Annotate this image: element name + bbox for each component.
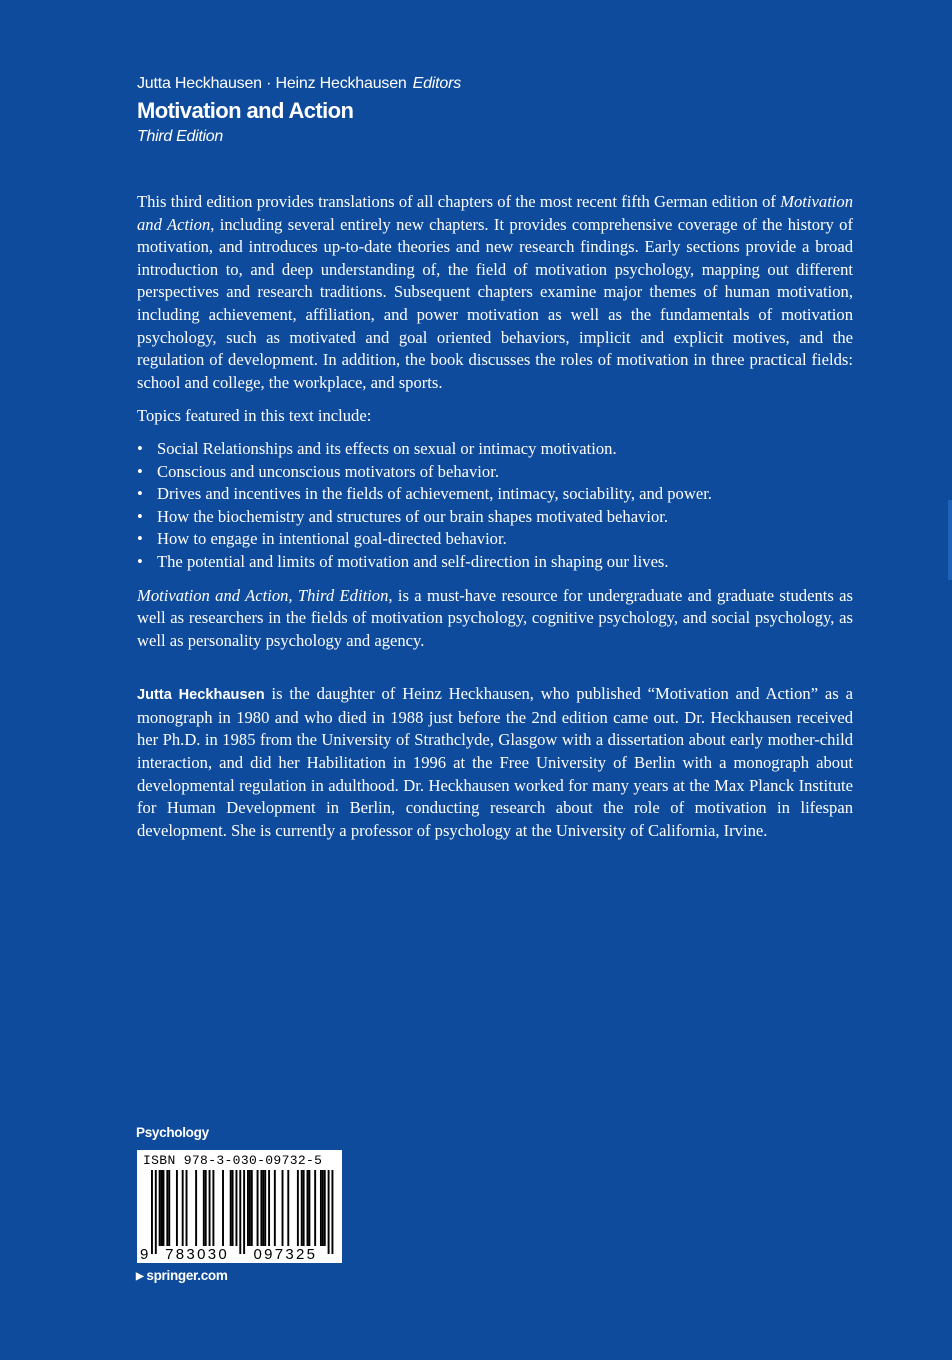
topics-list [137,438,853,574]
topic-text: Conscious and unconscious motivators of behavior. [157,461,499,481]
barcode-guard-bar [151,1170,153,1254]
barcode-bar [249,1170,251,1246]
barcode-bar [320,1170,322,1246]
barcode-bar [308,1170,310,1246]
barcode-bar [324,1170,326,1246]
barcode-bar [301,1170,303,1246]
topic-text: Drives and incentives in the fields of achievement, intimacy, sociability, and power. [157,484,712,504]
closing-book-title: Motivation and Action, Third Edition [137,585,389,605]
barcode-bar [209,1170,211,1246]
topic-item [137,528,853,551]
intro-start: This third edition provides translations of all chapters of the most recent fifth German edition of [137,192,776,211]
topics-intro: Topics featured in this text include: [137,406,372,426]
publisher-site-label: springer.com [146,1268,228,1283]
barcode-bar [230,1170,232,1246]
barcode-bar [161,1170,163,1246]
barcode-bar [251,1170,253,1246]
editors-role: Editors [412,75,462,92]
bullet-icon: • [137,529,143,549]
closing-rest: , is a must-have resource for undergraduate and graduate students as well as researchers in the fields of motivation psychology, cognitive psychology, and social psychology, as well as personality psychology and agency. [137,585,853,650]
barcode-bar [264,1170,266,1246]
topic-text: Social Relationships and its effects on sexual or intimacy motivation. [157,438,617,458]
intro-book-title: Motivation and Action [137,192,854,234]
barcode-bar [168,1170,170,1246]
topic-item [137,438,853,461]
barcode-bar [247,1170,249,1246]
barcode-guard-bar [239,1170,241,1254]
topic-text: How the biochemistry and structures of our brain shapes motivated behavior. [157,506,669,526]
barcode-bar [260,1170,262,1246]
isbn-label: ISBN 978-3-030-09732-5 [143,1153,323,1168]
book-title: Motivation and Action [137,98,354,123]
arrow-right-icon: ▶ [136,1271,144,1282]
bio-author-name: Jutta Heckhausen [137,687,265,704]
editors-names: Jutta Heckhausen · Heinz Heckhausen [137,75,407,92]
barcode-guard-bar [331,1170,333,1254]
barcode-bar [182,1170,184,1246]
barcode-digits: 783030 [165,1246,230,1263]
author-bio [137,683,853,842]
topic-item [137,506,853,529]
bullet-icon: • [137,551,143,571]
barcode-guard-bar [328,1170,330,1254]
publisher-site[interactable] [136,1268,228,1283]
barcode-bar [195,1170,197,1246]
barcode-bar [314,1170,316,1246]
barcode-digits: 097325 [253,1246,318,1263]
barcode-bar [203,1170,205,1246]
barcode-bar [297,1170,299,1246]
bullet-icon: • [137,506,143,526]
closing-paragraph [137,585,853,653]
intro-rest: , including several entirely new chapters. It provides comprehensive coverage of the history of motivation, and introduces up-to-date theories and new research findings. Early sections provide a broad introduction to, and deep understanding of, the field of motivation psychology, mapping out different perspectives and research traditions. Subsequent chapters examine major themes of human motivation, including achievement, affiliation, and power motivation as well as the fundamentals of motivation psychology, such as motivated and goal oriented behaviors, implicit and explicit motives, and the regulation of development. In addition, the book discusses the roles of motivation in three practical fields: school and college, the workplace, and sports. [137,214,853,392]
barcode-guard-bar [155,1170,157,1254]
barcode-bar [287,1170,289,1246]
book-edition: Third Edition [137,128,223,145]
barcode-bar [232,1170,234,1246]
bullet-icon: • [137,484,143,504]
barcode-bar [257,1170,259,1246]
barcode-bar [222,1170,224,1246]
topic-text: The potential and limits of motivation and self-direction in shaping our lives. [157,551,669,571]
bullet-icon: • [137,438,143,458]
barcode-bar [268,1170,270,1246]
barcode-bar [212,1170,214,1246]
barcode-bar [163,1170,165,1246]
barcode-bar [186,1170,188,1246]
subject-category: Psychology [136,1125,209,1140]
cover-header [137,72,837,148]
barcode-bar [274,1170,276,1246]
topic-item [137,483,853,506]
barcode-bar [166,1170,168,1246]
topic-text: How to engage in intentional goal-directed behavior. [157,529,507,549]
bio-text: is the daughter of Heinz Heckhausen, who published “Motivation and Action” as a monograph in 1980 and who died in 1988 just before the 2nd edition came out. Dr. Heckhausen received her Ph.D. in 1985 from the University of Strathclyde, Glasgow with a dissertation about early mother-child interaction, and did her Habilitation in 1996 at the Free University of Berlin with a monograph about developmental regulation in adulthood. Dr. Heckhausen worked for many years at the Max Planck Institute for Human Development in Berlin, conducting research about the role of motivation in lifespan development. She is currently a professor of psychology at the University of California, Irvine. [137,684,853,840]
barcode-digits: 9 [140,1246,151,1263]
barcode-bar [205,1170,207,1246]
bullet-icon: • [137,461,143,481]
spine-edge-strip [948,500,952,580]
barcode-bar [235,1170,237,1246]
barcode-bar [322,1170,324,1246]
topic-item [137,551,853,574]
barcode-bar [282,1170,284,1246]
barcode-bar [176,1170,178,1246]
barcode-graphic [137,1150,342,1263]
barcode-bar [307,1170,309,1246]
topic-item [137,461,853,484]
barcode-bar [262,1170,264,1246]
cover-description [137,191,853,842]
barcode-guard-bar [243,1170,245,1254]
barcode-bar [303,1170,305,1246]
barcode-bar [159,1170,161,1246]
editors-line [137,72,837,96]
intro-paragraph [137,191,853,394]
isbn-barcode [137,1150,342,1263]
